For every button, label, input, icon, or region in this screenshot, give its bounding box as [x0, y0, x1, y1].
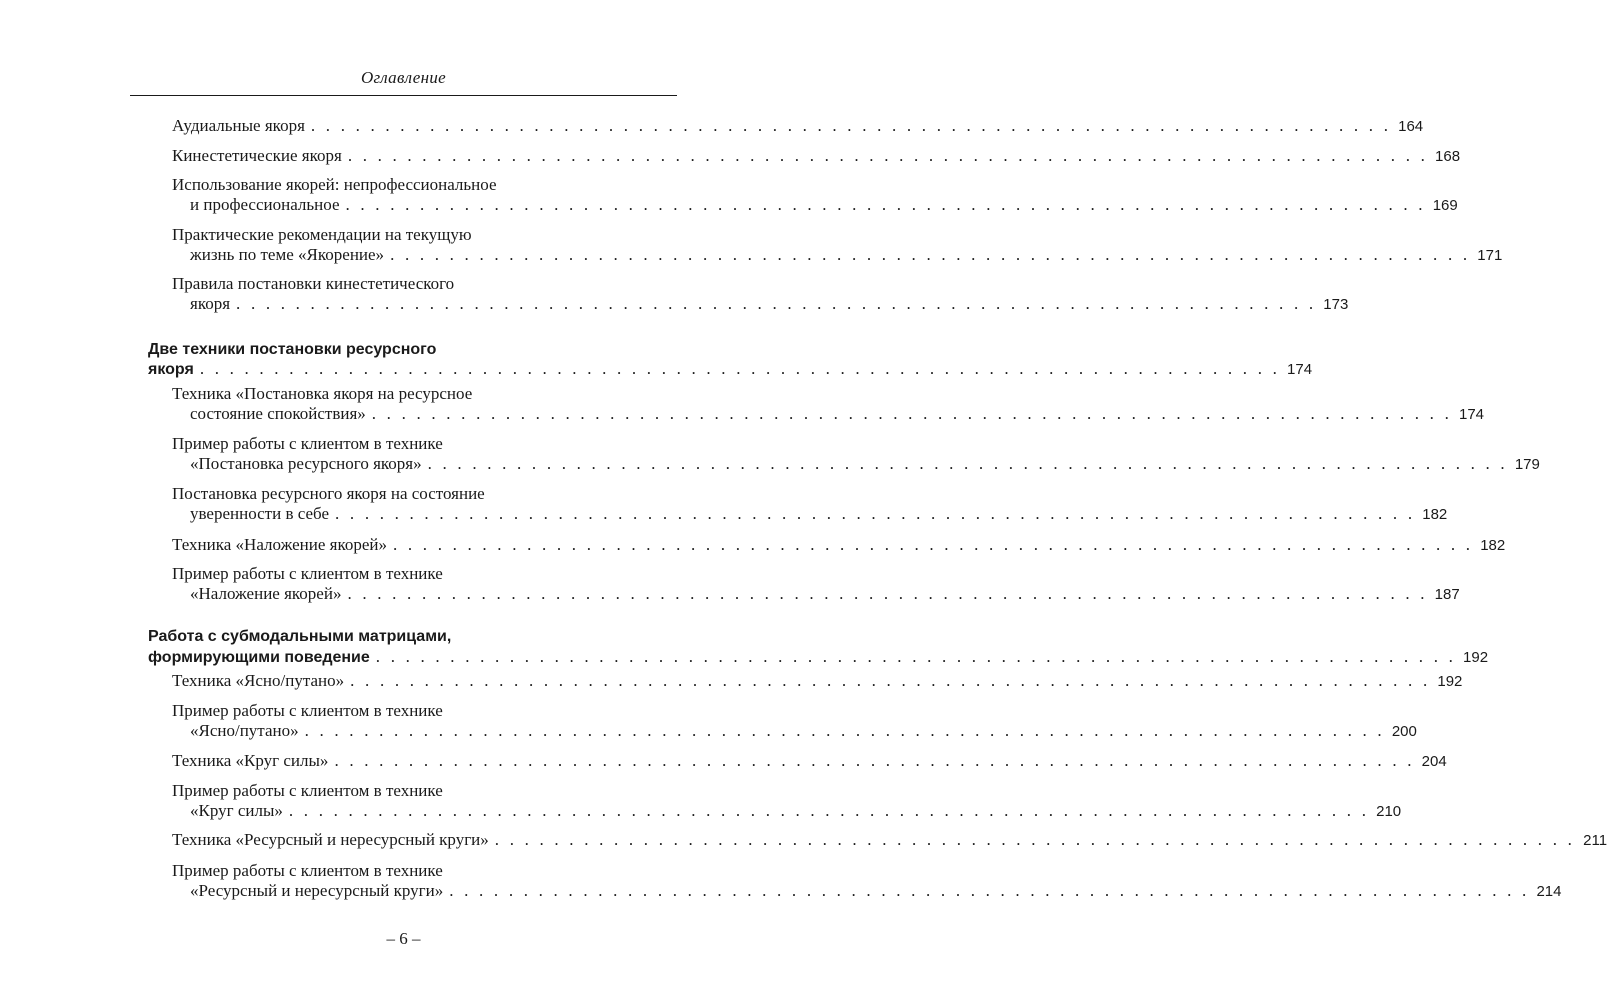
toc-page-number: 192	[1463, 649, 1489, 666]
toc-page-number: 179	[1514, 456, 1540, 473]
toc-page-number: 169	[1432, 197, 1458, 214]
dot-leader: . . . . . . . . . . . . . . . . . . . . . . . . . . . . . . . . . . . . . . . . . . . . . . . . . . . . . . . . . . . . . . . . . . . . . . . . .	[199, 359, 1281, 378]
dot-leader: . . . . . . . . . . . . . . . . . . . . . . . . . . . . . . . . . . . . . . . . . . . . . . . . . . . . . . . . . . . . . . . . . . . . . . . . .	[304, 721, 1385, 740]
toc-entry-title: Пример работы с клиентом в технике	[172, 781, 443, 800]
toc-entry[interactable]	[172, 750, 1447, 772]
toc-page-number: 214	[1536, 883, 1562, 900]
toc-entry[interactable]	[190, 720, 1417, 742]
toc-entry-title-continued: жизнь по теме «Якорение»	[190, 245, 385, 264]
toc-page-number: 211	[1583, 832, 1607, 849]
toc-entry-line[interactable]	[172, 433, 677, 455]
toc-page-number: 174	[1287, 361, 1313, 378]
toc-entry-line[interactable]	[172, 700, 677, 722]
toc-entry-line[interactable]	[172, 483, 677, 505]
toc-entry-line[interactable]	[172, 383, 677, 405]
toc-entry[interactable]	[172, 145, 1461, 167]
toc-entry-title-continued: и профессиональное	[190, 195, 340, 214]
dot-leader: . . . . . . . . . . . . . . . . . . . . . . . . . . . . . . . . . . . . . . . . . . . . . . . . . . . . . . . . . . . . . . . . . . . . . . . . .	[375, 647, 1457, 666]
dot-leader: . . . . . . . . . . . . . . . . . . . . . . . . . . . . . . . . . . . . . . . . . . . . . . . . . . . . . . . . . . . . . . . . . . . . . . . . .	[390, 245, 1471, 264]
toc-section-title: Две техники постановки ресурсного	[148, 341, 437, 358]
toc-entry[interactable]	[190, 453, 1540, 475]
toc-page-number: 171	[1477, 247, 1503, 264]
toc-entry[interactable]	[190, 293, 1349, 315]
toc-page-number: 192	[1437, 673, 1463, 690]
dot-leader: . . . . . . . . . . . . . . . . . . . . . . . . . . . . . . . . . . . . . . . . . . . . . . . . . . . . . . . . . . . . . . . . . . . . . . . . .	[449, 881, 1530, 900]
toc-entry[interactable]	[172, 534, 1506, 556]
toc-entry-title: Аудиальные якоря	[172, 116, 305, 135]
dot-leader: . . . . . . . . . . . . . . . . . . . . . . . . . . . . . . . . . . . . . . . . . . . . . . . . . . . . . . . . . . . . . . . . . . . . . . . . .	[310, 116, 1392, 135]
toc-entry-line[interactable]	[172, 174, 677, 196]
toc-section-title: Работа с субмодальными матрицами,	[148, 628, 452, 645]
toc-section-line[interactable]	[148, 626, 677, 648]
toc-page-number: 182	[1422, 506, 1448, 523]
toc-entry-title: Кинестетические якоря	[172, 146, 342, 165]
toc-section-title-continued: формирующими поведение	[148, 649, 370, 666]
toc-entry[interactable]	[190, 194, 1458, 216]
toc-entry[interactable]	[172, 115, 1424, 137]
toc-entry-title: Пример работы с клиентом в технике	[172, 434, 443, 453]
toc-entry-title: Правила постановки кинестетического	[172, 274, 455, 293]
toc-entry-title-continued: «Наложение якорей»	[190, 584, 342, 603]
dot-leader: . . . . . . . . . . . . . . . . . . . . . . . . . . . . . . . . . . . . . . . . . . . . . . . . . . . . . . . . . . . . . . . . . . . . . . . . .	[334, 751, 1415, 770]
dot-leader: . . . . . . . . . . . . . . . . . . . . . . . . . . . . . . . . . . . . . . . . . . . . . . . . . . . . . . . . . . . . . . . . . . . . . . . . .	[347, 584, 1428, 603]
toc-entry[interactable]	[190, 880, 1562, 902]
toc-entry[interactable]	[190, 244, 1503, 266]
toc-entry-title: Практические рекомендации на текущую	[172, 225, 472, 244]
toc-entry-title: Техника «Наложение якорей»	[172, 535, 387, 554]
dot-leader: . . . . . . . . . . . . . . . . . . . . . . . . . . . . . . . . . . . . . . . . . . . . . . . . . . . . . . . . . . . . . . . . . . . . . . . . .	[236, 294, 1317, 313]
dot-leader: . . . . . . . . . . . . . . . . . . . . . . . . . . . . . . . . . . . . . . . . . . . . . . . . . . . . . . . . . . . . . . . . . . . . . . . . .	[393, 535, 1474, 554]
toc-page-number: 173	[1323, 296, 1349, 313]
dot-leader: . . . . . . . . . . . . . . . . . . . . . . . . . . . . . . . . . . . . . . . . . . . . . . . . . . . . . . . . . . . . . . . . . . . . . . . . .	[288, 801, 1370, 820]
page-number-footer: – 6 –	[386, 929, 421, 948]
toc-page-number: 182	[1480, 537, 1506, 554]
dot-leader: . . . . . . . . . . . . . . . . . . . . . . . . . . . . . . . . . . . . . . . . . . . . . . . . . . . . . . . . . . . . . . . . . . . . . . . . .	[371, 404, 1453, 423]
toc-entry-title-continued: «Ясно/путано»	[190, 721, 299, 740]
toc-entry-title: Постановка ресурсного якоря на состояние	[172, 484, 485, 503]
toc-entry[interactable]	[190, 403, 1485, 425]
dot-leader: . . . . . . . . . . . . . . . . . . . . . . . . . . . . . . . . . . . . . . . . . . . . . . . . . . . . . . . . . . . . . . . . . . . . . . . . .	[427, 454, 1508, 473]
toc-section[interactable]	[148, 358, 1313, 380]
toc-entry[interactable]	[190, 583, 1460, 605]
toc-entry-title: Техника «Круг силы»	[172, 751, 329, 770]
dot-leader: . . . . . . . . . . . . . . . . . . . . . . . . . . . . . . . . . . . . . . . . . . . . . . . . . . . . . . . . . . . . . . . . . . . . . . . . .	[494, 830, 1576, 849]
toc-entry-title: Пример работы с клиентом в технике	[172, 701, 443, 720]
toc-entry-title-continued: «Ресурсный и нересурсный круги»	[190, 881, 444, 900]
toc-page-number: 174	[1458, 406, 1485, 423]
dot-leader: . . . . . . . . . . . . . . . . . . . . . . . . . . . . . . . . . . . . . . . . . . . . . . . . . . . . . . . . . . . . . . . . . . . . . . . . .	[345, 195, 1426, 214]
toc-entry-line[interactable]	[172, 273, 677, 295]
toc-entry-title: Техника «Постановка якоря на ресурсное	[172, 384, 473, 403]
toc-entry[interactable]	[190, 800, 1402, 822]
toc-page-number: 164	[1398, 118, 1424, 135]
toc-entry[interactable]	[190, 503, 1448, 525]
toc-entry-title-continued: «Круг силы»	[190, 801, 283, 820]
toc-entry-line[interactable]	[172, 780, 677, 802]
toc-entry-title: Техника «Ясно/путано»	[172, 671, 345, 690]
toc-entry[interactable]	[172, 670, 1463, 692]
dot-leader: . . . . . . . . . . . . . . . . . . . . . . . . . . . . . . . . . . . . . . . . . . . . . . . . . . . . . . . . . . . . . . . . . . . . . . . . .	[347, 146, 1429, 165]
toc-entry-line[interactable]	[172, 563, 677, 585]
toc-entry-title-continued: якоря	[190, 294, 231, 313]
toc-page-number: 200	[1391, 723, 1417, 740]
running-header: Оглавление	[360, 68, 447, 87]
toc-entry-title-continued: «Постановка ресурсного якоря»	[190, 454, 422, 473]
toc-entry-title: Техника «Ресурсный и нересурсный круги»	[172, 830, 489, 849]
toc-entry[interactable]	[172, 829, 1607, 851]
toc-entry-title: Использование якорей: непрофессиональное	[172, 175, 497, 194]
toc-page-number: 187	[1434, 586, 1460, 603]
dot-leader: . . . . . . . . . . . . . . . . . . . . . . . . . . . . . . . . . . . . . . . . . . . . . . . . . . . . . . . . . . . . . . . . . . . . . . . . .	[350, 671, 1431, 690]
dot-leader: . . . . . . . . . . . . . . . . . . . . . . . . . . . . . . . . . . . . . . . . . . . . . . . . . . . . . . . . . . . . . . . . . . . . . . . . .	[335, 504, 1416, 523]
toc-entry-title-continued: уверенности в себе	[190, 504, 330, 523]
toc-entry-line[interactable]	[172, 224, 677, 246]
toc-page-number: 168	[1435, 148, 1461, 165]
toc-entry-title-continued: состояние спокойствия»	[190, 404, 366, 423]
toc-page-number: 204	[1421, 753, 1447, 770]
toc-page-number: 210	[1376, 803, 1402, 820]
toc-section[interactable]	[148, 646, 1489, 668]
toc-entry-title: Пример работы с клиентом в технике	[172, 564, 443, 583]
toc-entry-title: Пример работы с клиентом в технике	[172, 861, 443, 880]
toc-entry-line[interactable]	[172, 860, 677, 882]
toc-section-title-continued: якоря	[148, 361, 194, 378]
